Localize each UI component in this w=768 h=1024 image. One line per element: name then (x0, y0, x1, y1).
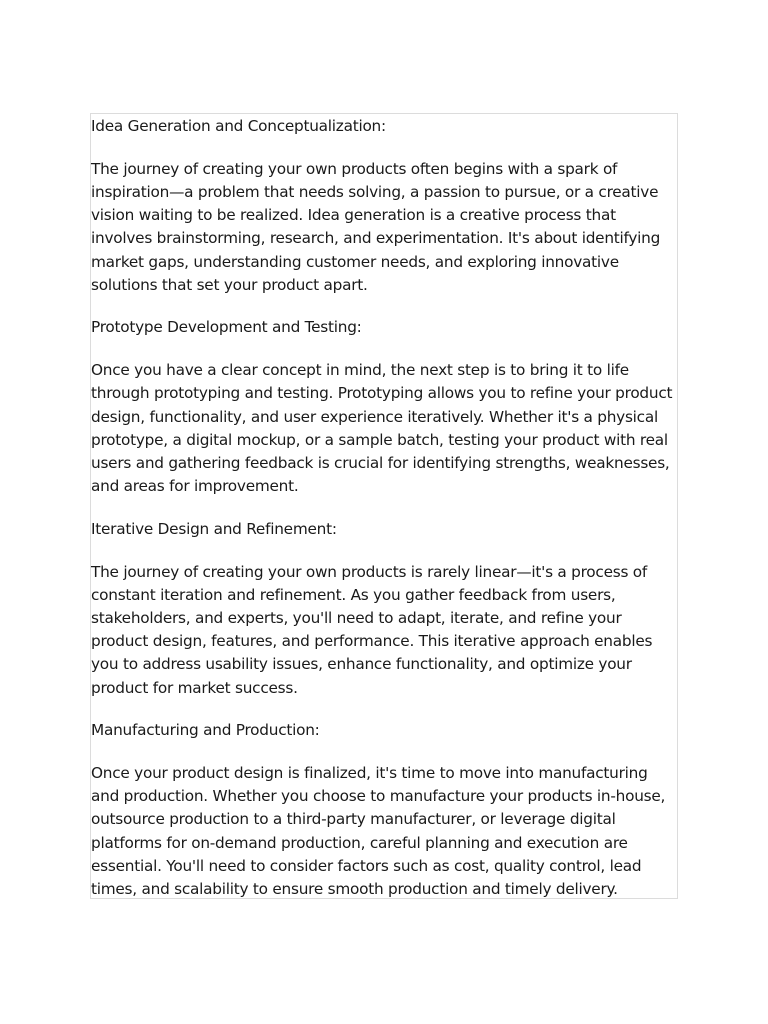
text-content-box (90, 113, 678, 899)
section-heading-idea-generation: Idea Generation and Conceptualization: (91, 117, 386, 135)
section-heading-iterative-design: Iterative Design and Refinement: (91, 519, 337, 538)
section-body-prototype-development: Once you have a clear concept in mind, the next step is to bring it to life through prototyping and testing. Prototyping allows you to refine your product design, functionality, and user experience iteratively. Whether it's a physical prototype, a digital mockup, or a sample batch, testing your product with real users and gathering feedback is crucial for identifying strengths, weaknesses, and areas for improvement. (91, 361, 673, 496)
section-heading-manufacturing: Manufacturing and Production: (91, 721, 320, 740)
section-heading-prototype-development: Prototype Development and Testing: (91, 318, 362, 337)
section-body-manufacturing: Once your product design is finalized, it's time to move into manufacturing and production. Whether you choose to manufacture your products in-house, outsource production to a third-party manufacturer, or leverage digital platforms for on-demand production, careful planning and execution are essential. You'll need to consider factors such as cost, quality control, lead times, and scalability to ensure smooth production and timely delivery. (91, 763, 666, 898)
section-body-idea-generation: The journey of creating your own products often begins with a spark of inspiration—a problem that needs solving, a passion to pursue, or a creative vision waiting to be realized. Idea generation is a creative process that involves brainstorming, research, and experimentation. It's about identifying market gaps, understanding customer needs, and exploring innovative solutions that set your product apart. (91, 159, 661, 294)
section-body-iterative-design: The journey of creating your own products is rarely linear—it's a process of constant iteration and refinement. As you gather feedback from users, stakeholders, and experts, you'll need to adapt, iterate, and refine your product design, features, and performance. This iterative approach enables you to address usability issues, enhance functionality, and optimize your product for market success. (91, 562, 653, 697)
